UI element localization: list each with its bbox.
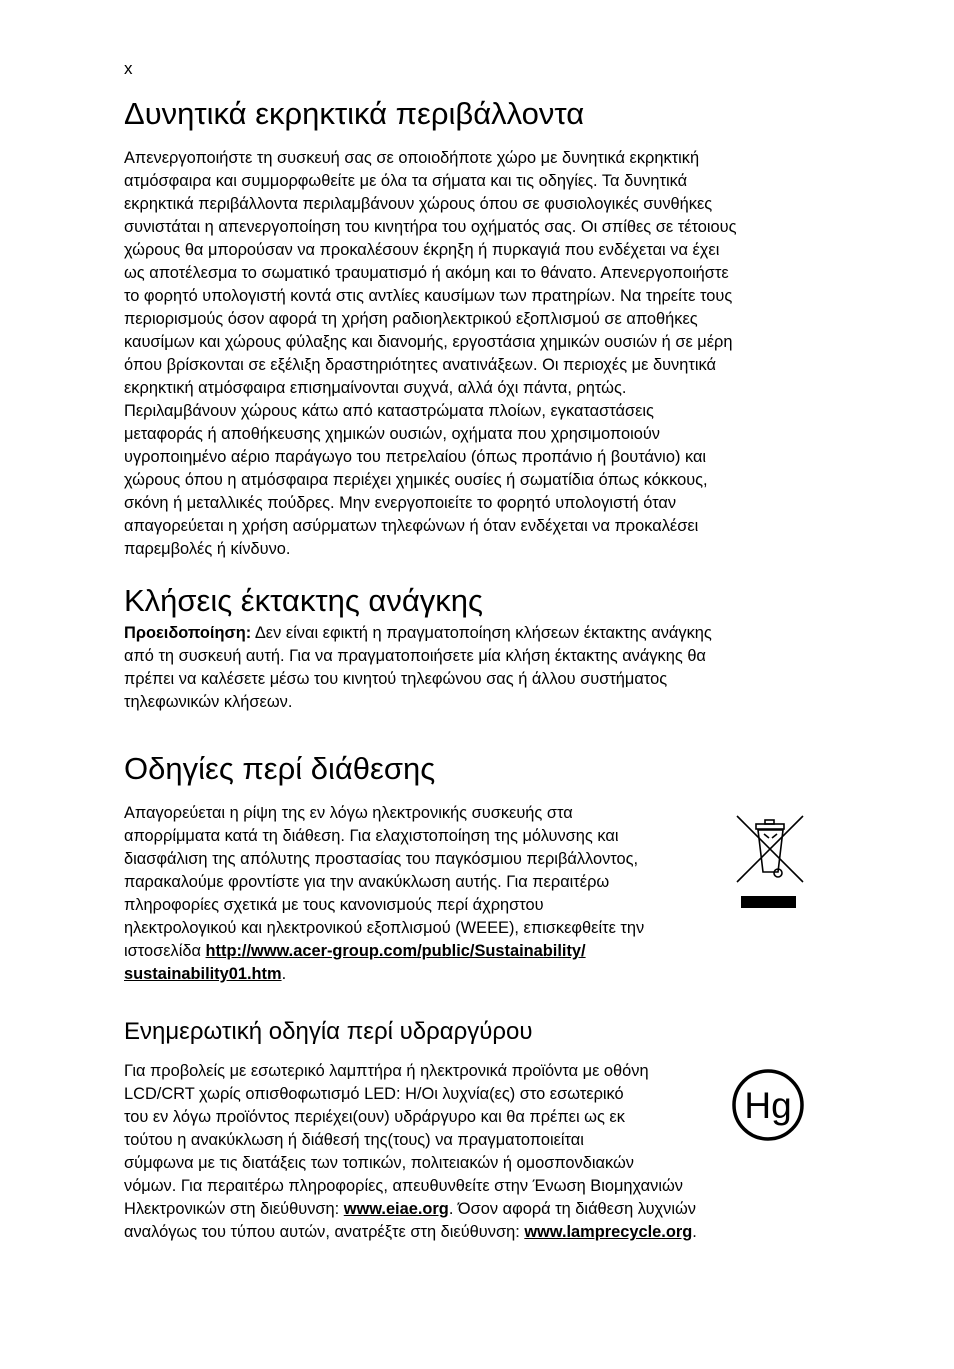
explosive-line: εκρηκτικά περιβάλλοντα περιλαμβάνουν χώρους όπου σε φυσιολογικές συνθήκες — [124, 195, 713, 213]
disposal-paragraph — [124, 802, 644, 986]
explosive-line: Περιλαμβάνουν χώρους κάτω από καταστρώματα πλοίων, εγκαταστάσεις — [124, 402, 654, 420]
explosive-line: χώρους όπου η ατμόσφαιρα περιέχει χημικές ουσίες ή σωματίδια όπως κόκκους, — [124, 471, 708, 489]
lamprecycle-suffix: . — [692, 1223, 697, 1241]
disposal-line-link — [124, 940, 644, 963]
mercury-line: σύμφωνα με τις διατάξεις των τοπικών, πολιτειακών ή ομοσπονδιακών — [124, 1154, 634, 1172]
explosive-line: το φορητό υπολογιστή κοντά στις αντλίες καυσίμων των πρατηρίων. Να τηρείτε τους — [124, 287, 733, 305]
explosive-line: περιορισμούς όσον αφορά τη χρήση ραδιοηλεκτρικού εξοπλισμού σε αποθήκες — [124, 310, 698, 328]
crossed-out-wheelie-bin-icon — [735, 814, 805, 911]
link-prefix: ιστοσελίδα — [124, 942, 206, 960]
disposal-line: πληροφορίες σχετικά με τους κανονισμούς περί άχρηστου — [124, 896, 544, 914]
mercury-line: τούτου η ανακύκλωση ή διάθεσή της(τους) να πραγματοποιείται — [124, 1131, 584, 1149]
eiae-prefix: Ηλεκτρονικών στη διεύθυνση: — [124, 1200, 344, 1218]
emergency-line: τηλεφωνικών κλήσεων. — [124, 693, 293, 711]
explosive-line: συνιστάται η απενεργοποίηση του κινητήρα του οχήματός σας. Οι σπίθες σε τέτοιους — [124, 218, 737, 236]
explosive-line: υγροποιημένο αέριο παράγωγο του πετρελαίου (όπως προπάνιο ή βουτάνιο) και — [124, 448, 707, 466]
emergency-line: από τη συσκευή αυτή. Για να πραγματοποιήσετε μία κλήση έκτακτης ανάγκης θα — [124, 647, 706, 665]
explosive-line: σκόνη ή μεταλλικές πούδρες. Μην ενεργοποιείτε το φορητό υπολογιστή όταν — [124, 494, 677, 512]
mercury-line: Για προβολείς με εσωτερικό λαμπτήρα ή ηλεκτρονικά προϊόντα με οθόνη — [124, 1062, 649, 1080]
disposal-line: απορρίμματα κατά τη διάθεση. Για ελαχιστοποίηση της μόλυνσης και — [124, 827, 619, 845]
page-number: x — [124, 59, 133, 78]
explosive-line: χώρους θα μπορούσαν να προκαλέσουν έκρηξη ή πυρκαγιά που ενδέχεται να έχει — [124, 241, 720, 259]
section-title-disposal: Οδηγίες περί διάθεσης — [124, 751, 436, 786]
explosive-line: ατμόσφαιρα και συμμορφωθείτε με όλα τα σήματα και τις οδηγίες. Τα δυνητικά — [124, 172, 688, 190]
acer-sustainability-link[interactable]: http://www.acer-group.com/public/Sustainability/ — [205, 942, 586, 960]
hg-icon-text: Hg — [744, 1085, 792, 1126]
disposal-line-link-end — [124, 963, 644, 986]
mercury-paragraph — [124, 1060, 697, 1244]
emergency-paragraph — [124, 622, 712, 714]
warning-label: Προειδοποίηση: — [124, 624, 252, 642]
mercury-line: LCD/CRT χωρίς οπισθοφωτισμό LED: Η/Οι λυχνία(ες) στο εσωτερικό — [124, 1085, 624, 1103]
explosive-line: καυσίμων και χώρους φύλαξης και διανομής, εργοστάσια χημικών ουσιών ή σε μέρη — [124, 333, 733, 351]
explosive-line: Απενεργοποιήστε τη συσκευή σας σε οποιοδήποτε χώρο με δυνητικά εκρηκτική — [124, 149, 700, 167]
section-title-mercury: Ενημερωτική οδηγία περί υδραργύρου — [124, 1018, 533, 1045]
link-suffix: . — [281, 965, 287, 983]
explosive-paragraph — [124, 147, 737, 561]
explosive-line: ως αποτέλεσμα το σωματικό τραυματισμό ή ακόμη και το θάνατο. Απενεργοποιήστε — [124, 264, 729, 282]
emergency-line-1 — [124, 622, 712, 645]
emergency-line-1-text: Δεν είναι εφικτή η πραγματοποίηση κλήσεων έκτακτης ανάγκης — [251, 624, 712, 642]
emergency-line: πρέπει να καλέσετε μέσω του κινητού τηλεφώνου σας ή άλλου συστήματος — [124, 670, 668, 688]
disposal-line: παρακαλούμε φροντίστε για την ανακύκλωση αυτής. Για περαιτέρω — [124, 873, 610, 891]
mercury-line: του εν λόγω προϊόντος περιέχει(ουν) υδράργυρο και θα πρέπει ως εκ — [124, 1108, 625, 1126]
eiae-link[interactable]: www.eiae.org — [343, 1200, 449, 1218]
acer-sustainability-link-cont[interactable]: sustainability01.htm — [124, 965, 282, 983]
disposal-line: Απαγορεύεται η ρίψη της εν λόγω ηλεκτρονικής συσκευής στα — [124, 804, 573, 822]
mercury-line: νόμων. Για περαιτέρω πληροφορίες, απευθυνθείτε στην Ένωση Βιομηχανιών — [124, 1177, 683, 1195]
mercury-line-lamprecycle — [124, 1221, 697, 1244]
disposal-line: ηλεκτρολογικού και ηλεκτρονικού εξοπλισμού (WEEE), επισκεφθείτε την — [124, 919, 645, 937]
lamprecycle-prefix: αναλόγως του τύπου αυτών, ανατρέξτε στη διεύθυνση: — [124, 1223, 525, 1241]
eiae-suffix: . Όσον αφορά τη διάθεση λυχνιών — [448, 1200, 696, 1218]
explosive-line: όπου βρίσκονται σε εξέλιξη δραστηριότητες ανατινάξεων. Οι περιοχές με δυνητικά — [124, 356, 716, 374]
mercury-hg-icon — [731, 1068, 805, 1142]
explosive-line: απαγορεύεται η χρήση ασύρματων τηλεφώνων ή όταν ενδέχεται να προκαλέσει — [124, 517, 699, 535]
disposal-line: διασφάλιση της απόλυτης προστασίας του παγκόσμιου περιβάλλοντος, — [124, 850, 639, 868]
section-title-emergency: Κλήσεις έκτακτης ανάγκης — [124, 583, 483, 618]
explosive-line: μεταφοράς ή αποθήκευσης χημικών ουσιών, οχήματα που χρησιμοποιούν — [124, 425, 660, 443]
section-title-explosive: Δυνητικά εκρηκτικά περιβάλλοντα — [124, 96, 585, 131]
explosive-line: παρεμβολές ή κίνδυνο. — [124, 540, 291, 558]
explosive-line: εκρηκτική ατμόσφαιρα επισημαίνονται συχνά, αλλά όχι πάντα, ρητώς. — [124, 379, 627, 397]
mercury-line-eiae — [124, 1198, 697, 1221]
lamprecycle-link[interactable]: www.lamprecycle.org — [524, 1223, 693, 1241]
